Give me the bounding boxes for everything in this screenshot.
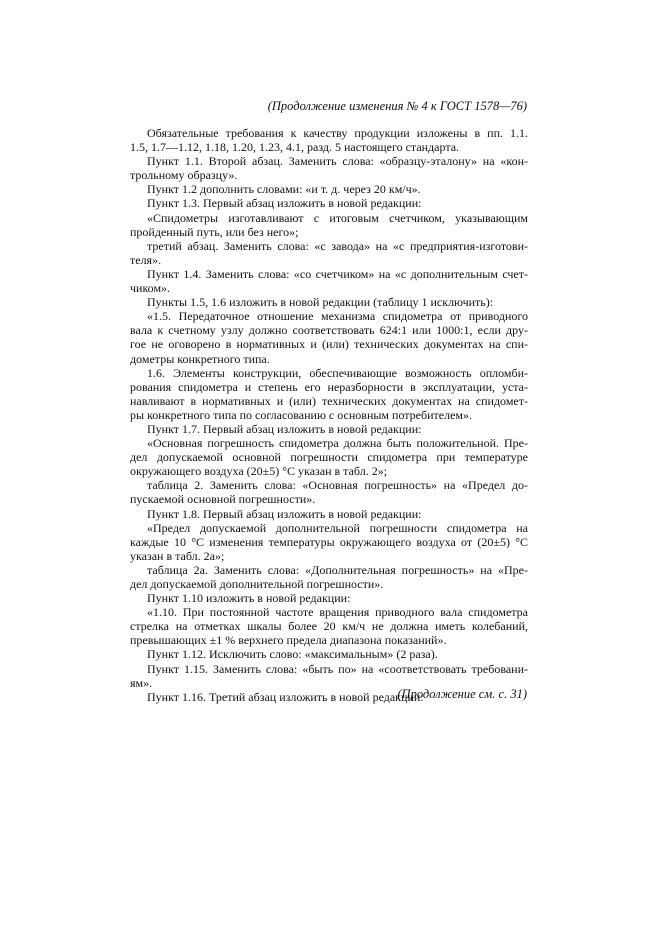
text-line: Пункт 1.10 изложить в новой редакции: [147,591,351,606]
page-footer: (Продолжение см. с. 31) [397,687,527,701]
text-line: теля». [130,252,162,267]
text-line: дел допускаемой основной погрешности спидометра при температуре [130,450,528,465]
text-line: Пункт 1.4. Заменить слова: «со счетчиком» на «с дополнительным счет- [147,266,528,281]
text-line: дел допускаемой дополнительной погрешности». [130,577,384,591]
text-line: ям». [130,675,153,690]
text-line: рования спидометра и степень его неразборности в эксплуатации, уста- [130,379,528,394]
text-line: указан в табл. 2а»; [130,548,225,563]
text-line: «1.10. При постоянной частоте вращения приводного вала спидометра [147,605,528,620]
text-line: Пункты 1.5, 1.6 изложить в новой редакции (таблицу 1 исключить): [147,295,494,310]
text-line: трольному образцу». [130,168,238,183]
text-line: третий абзац. Заменить слова: «с завода» на «с предприятия-изготови- [147,238,528,253]
text-line: окружающего воздуха (20±5) °С указан в табл. 2»; [130,464,388,479]
text-line: Пункт 1.8. Первый абзац изложить в новой редакции: [147,506,422,521]
text-line: Пункт 1.15. Заменить слова: «быть по» на «соответствовать требовани- [147,661,528,676]
text-line: стрелка на отметках шкалы более 20 км/ч не должна иметь колебаний, [130,619,528,634]
text-line: ры конкретного типа по согласованию с основным потребителем». [130,407,473,422]
text-line: Пункт 1.16. Третий абзац изложить в новой редакции: [147,689,424,704]
text-line: чиком». [130,281,171,296]
text-line: «Предел допускаемой дополнительной погрешности спидометра на [147,520,528,535]
page-header: (Продолжение изменения № 4 к ГОСТ 1578—76) [267,99,527,113]
document-body [130,126,528,704]
text-line: 1.5, 1.7—1.12, 1.18, 1.20, 1.23, 4.1, разд. 5 настоящего стандарта. [130,140,460,155]
text-line: «Спидометры изготавливают с итоговым счетчиком, указывающим [147,210,528,225]
text-line: «Основная погрешность спидометра должна быть положительной. Пре- [147,436,528,451]
text-line: таблица 2а. Заменить слова: «Дополнительная погрешность» на «Пре- [147,562,528,577]
text-line: Пункт 1.7. Первый абзац изложить в новой редакции: [147,421,422,436]
text-line: пройденный путь, или без него»; [130,224,299,239]
text-line: пускаемой основной погрешности». [130,492,316,507]
text-line: «1.5. Передаточное отношение механизма спидометра от приводного [147,309,528,324]
text-line: таблица 2. Заменить слова: «Основная погрешность» на «Предел до- [147,478,528,493]
text-line: Обязательные требования к качеству продукции изложены в пп. 1.1. [147,126,528,140]
text-line: навливают в нормативных и (или) технических документах на спидомет- [130,393,528,408]
text-line: Пункт 1.3. Первый абзац изложить в новой редакции: [147,196,422,211]
text-line: дометры конкретного типа. [130,351,270,366]
text-line: Пункт 1.1. Второй абзац. Заменить слова: «образцу-эталону» на «кон- [147,154,528,169]
text-line: вала к счетному узлу должно соответствовать 624:1 или 1000:1, если дру- [130,323,528,338]
text-line: Пункт 1.2 дополнить словами: «и т. д. через 20 км/ч». [147,182,421,197]
text-line: гое не оговорено в нормативных и (или) технических документах на спи- [130,337,528,352]
text-line: каждые 10 °С изменения температуры окружающего воздуха от (20±5) °С [130,534,528,549]
text-line: 1.6. Элементы конструкции, обеспечивающие возможность опломби- [147,365,528,380]
text-line: Пункт 1.12. Исключить слово: «максимальным» (2 раза). [147,647,438,662]
text-line: превышающих ±1 % верхнего предела диапазона показаний». [130,633,447,648]
